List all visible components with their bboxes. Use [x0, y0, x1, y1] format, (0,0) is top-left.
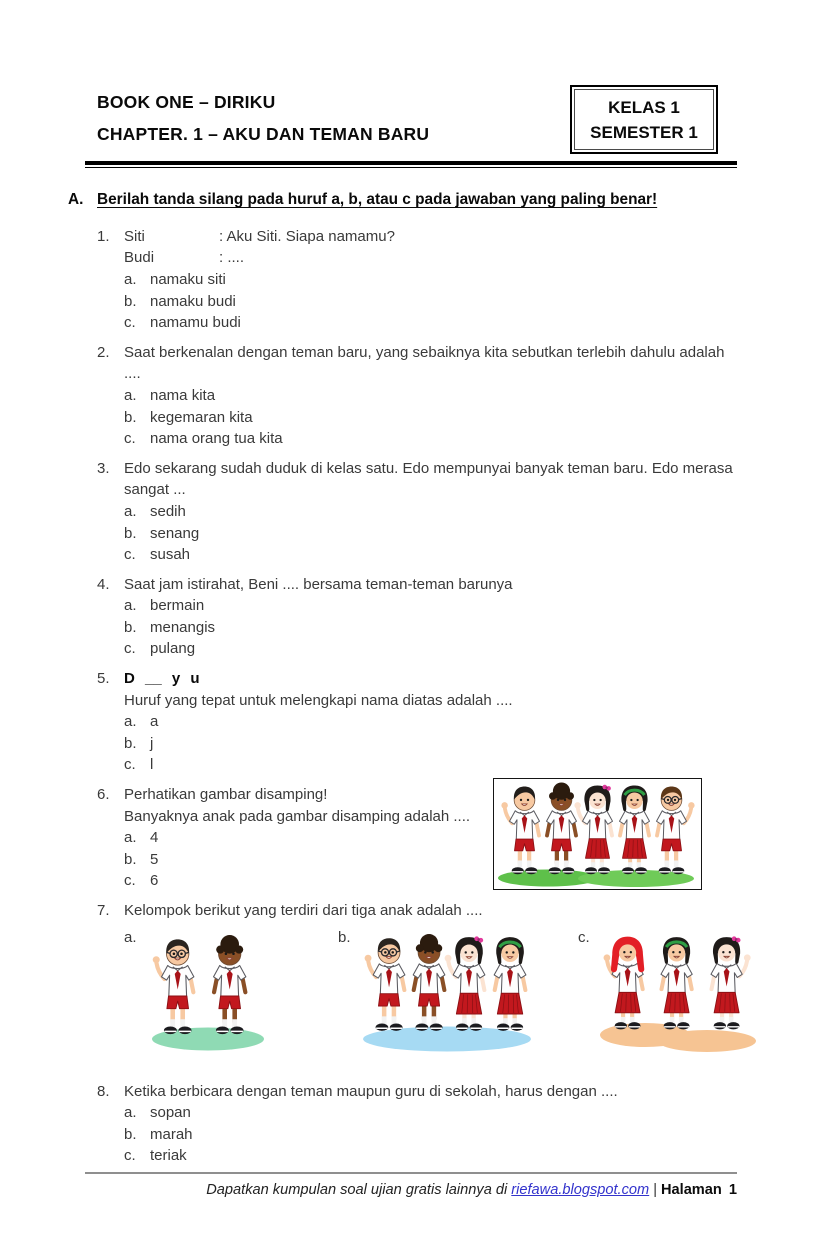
- question-text: ....: [124, 365, 141, 383]
- option-letter: a.: [124, 386, 137, 404]
- image-option-a: [124, 927, 275, 1054]
- question-body: [124, 458, 816, 566]
- footer-divider: [85, 1172, 737, 1174]
- question-6: [97, 784, 816, 892]
- option-letter: b.: [124, 850, 137, 868]
- grass-shape: [658, 1030, 756, 1052]
- section-instruction: Berilah tanda silang pada huruf a, b, atau c pada jawaban yang paling benar!: [97, 191, 658, 209]
- option-c: [124, 1145, 816, 1167]
- question-body: [124, 1081, 816, 1167]
- option-a: [124, 385, 816, 407]
- option-text: kegemaran kita: [150, 408, 253, 426]
- option-a: [124, 711, 816, 733]
- question-number: 6.: [97, 786, 110, 804]
- image-options-row: [124, 927, 816, 1073]
- child-figure-boy-glasses-waving: [153, 939, 194, 1034]
- question-text: sangat ...: [124, 481, 186, 499]
- image-option-c: [578, 927, 757, 1054]
- question-body: [124, 668, 816, 776]
- child-figure-afro-boy: [413, 934, 445, 1031]
- question-body: [124, 784, 816, 892]
- option-text: teriak: [150, 1147, 187, 1165]
- question-text: Saat berkenalan dengan teman baru, yang sebaiknya kita sebutkan terlebih dahulu adalah: [124, 343, 725, 361]
- option-a: [124, 269, 816, 291]
- child-figure-boy-glasses-waving: [657, 787, 695, 875]
- question-number: 4.: [97, 575, 110, 593]
- option-text: l: [150, 756, 154, 774]
- option-text: 6: [150, 872, 159, 890]
- option-text: a: [150, 713, 159, 731]
- option-text: sopan: [150, 1104, 191, 1122]
- image-option-b: [338, 927, 537, 1054]
- option-letter: c.: [124, 872, 136, 890]
- five-children-illustration: [496, 781, 699, 887]
- option-b: [124, 523, 816, 545]
- badge-semester-label: SEMESTER 1: [590, 122, 698, 142]
- child-figure-boy-glasses-waving: [365, 938, 405, 1031]
- option-text: 4: [150, 829, 159, 847]
- option-text: pulang: [150, 640, 196, 658]
- header-divider: [85, 161, 737, 168]
- question-8: [97, 1081, 816, 1167]
- footer-separator: |: [653, 1182, 657, 1198]
- option-text: sedih: [150, 502, 186, 520]
- question-text: Kelompok berikut yang terdiri dari tiga anak adalah ....: [124, 902, 483, 919]
- question-text: Edo sekarang sudah duduk di kelas satu. Edo mempunyai banyak teman baru. Edo merasa: [124, 459, 733, 477]
- option-text: j: [150, 734, 154, 752]
- child-figure-afro-boy: [547, 783, 577, 875]
- option-a: [124, 501, 816, 523]
- option-letter: a.: [124, 829, 137, 847]
- option-c: [124, 312, 816, 334]
- chapter-title: CHAPTER. 1 – AKU DAN TEMAN BARU: [97, 124, 430, 144]
- three-children-illustration: [599, 927, 757, 1054]
- option-a: [124, 827, 816, 849]
- option-a: [124, 1102, 816, 1124]
- option-letter: a.: [124, 502, 137, 520]
- option-b: [124, 849, 816, 871]
- option-c: [124, 638, 816, 660]
- option-b: [124, 617, 816, 639]
- section-label: A.: [68, 191, 84, 209]
- child-figure-girl-headband: [661, 937, 692, 1029]
- option-letter: a.: [124, 597, 137, 615]
- question-text: Saat jam istirahat, Beni .... bersama teman-teman barunya: [124, 575, 513, 593]
- question-body: [124, 574, 816, 660]
- child-figure-girl-bow-waving: [445, 936, 485, 1031]
- child-figure-girl-headband: [494, 937, 526, 1031]
- option-text: menangis: [150, 618, 216, 636]
- two-children-illustration: [145, 927, 275, 1054]
- dialog-text: : ....: [219, 249, 245, 267]
- option-letter: c.: [124, 546, 136, 564]
- option-letter: b.: [124, 1125, 137, 1143]
- option-text: susah: [150, 546, 191, 564]
- option-b: [124, 407, 816, 429]
- child-figure-girl-bow-waving: [711, 936, 751, 1029]
- question-number: 2.: [97, 343, 110, 361]
- children-illustration-box: [493, 778, 702, 890]
- option-letter: a.: [124, 1104, 137, 1122]
- option-letter: a.: [124, 713, 137, 731]
- section-a-heading: [68, 189, 816, 211]
- option-text: namaku siti: [150, 270, 226, 288]
- question-number: 1.: [97, 227, 110, 245]
- child-figure-boy-waving: [501, 787, 539, 875]
- question-number: 3.: [97, 459, 110, 477]
- option-letter: c.: [578, 928, 590, 946]
- child-figure-hijab-girl-waving: [604, 936, 645, 1029]
- option-text: nama orang tua kita: [150, 430, 283, 448]
- option-text: senang: [150, 524, 200, 542]
- child-figure-girl-headband: [620, 786, 650, 875]
- option-letter: b.: [124, 408, 137, 426]
- option-letter: c.: [124, 640, 136, 658]
- option-c: [124, 544, 816, 566]
- option-letter: c.: [124, 1147, 136, 1165]
- option-letter: b.: [124, 734, 137, 752]
- option-text: nama kita: [150, 386, 216, 404]
- option-letter: b.: [124, 618, 137, 636]
- option-b: [124, 1124, 816, 1146]
- question-body: [124, 342, 816, 450]
- option-c: [124, 428, 816, 450]
- question-text: Ketika berbicara dengan teman maupun guru di sekolah, harus dengan ....: [124, 1082, 618, 1100]
- question-3: [97, 458, 816, 566]
- footer-page-label: Halaman 1: [660, 1182, 737, 1198]
- question-text: Banyaknya anak pada gambar disamping adalah ....: [124, 807, 471, 825]
- dialog-text: : Aku Siti. Siapa namamu?: [219, 227, 395, 245]
- dialog-line: [124, 226, 816, 248]
- question-body: [124, 226, 816, 334]
- option-text: marah: [150, 1125, 193, 1143]
- option-a: [124, 595, 816, 617]
- question-4: [97, 574, 816, 660]
- option-text: 5: [150, 850, 159, 868]
- option-c: [124, 754, 816, 776]
- option-b: [124, 733, 816, 755]
- question-2: [97, 342, 816, 450]
- question-5: [97, 668, 816, 776]
- question-text: Huruf yang tepat untuk melengkapi nama diatas adalah ....: [124, 691, 513, 709]
- dialog-speaker: Budi: [124, 249, 155, 267]
- option-letter: b.: [124, 292, 137, 310]
- dialog-line: [124, 247, 816, 269]
- option-text: bermain: [150, 597, 205, 615]
- option-text: namaku budi: [150, 292, 236, 310]
- question-7: [97, 900, 816, 1073]
- footer-link[interactable]: riefawa.blogspot.com: [511, 1182, 650, 1198]
- option-text: namamu budi: [150, 314, 241, 332]
- option-c: [124, 870, 816, 892]
- question-number: 7.: [97, 902, 110, 919]
- option-letter: c.: [124, 430, 136, 448]
- option-b: [124, 291, 816, 313]
- child-figure-afro-boy: [214, 935, 246, 1034]
- class-semester-badge-inner: [574, 89, 714, 150]
- four-children-illustration: [359, 927, 537, 1054]
- book-title: BOOK ONE – DIRIKU: [97, 92, 276, 112]
- option-letter: c.: [124, 756, 136, 774]
- question-body: [124, 900, 816, 1073]
- question-1: [97, 226, 816, 334]
- option-letter: b.: [338, 928, 351, 946]
- class-semester-badge: [570, 85, 718, 154]
- footer: [206, 1180, 737, 1202]
- question-number: 5.: [97, 670, 110, 688]
- option-letter: a.: [124, 270, 137, 288]
- question-text: Perhatikan gambar disamping!: [124, 786, 328, 804]
- dialog-speaker: Siti: [124, 227, 145, 245]
- footer-text: Dapatkan kumpulan soal ujian gratis lainnya di: [206, 1182, 512, 1198]
- child-figure-girl-bow-waving: [574, 785, 612, 875]
- option-letter: b.: [124, 524, 137, 542]
- word-puzzle: D __ y u: [124, 670, 200, 688]
- question-number: 8.: [97, 1082, 110, 1100]
- badge-class-label: KELAS 1: [608, 97, 680, 117]
- option-letter: a.: [124, 928, 137, 946]
- option-letter: c.: [124, 314, 136, 332]
